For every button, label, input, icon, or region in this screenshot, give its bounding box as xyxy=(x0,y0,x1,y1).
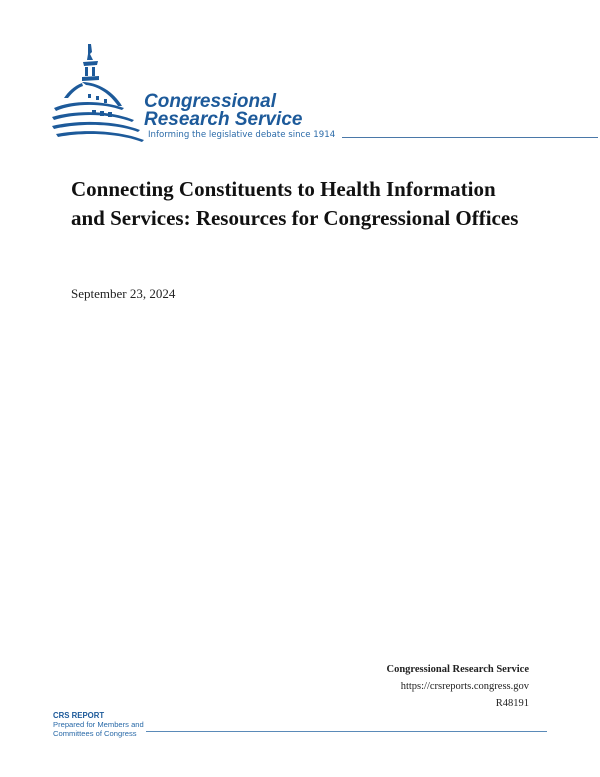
crs-logo xyxy=(52,40,552,150)
footer-line2: Committees of Congress xyxy=(53,729,137,738)
footer xyxy=(53,711,547,738)
report-number: R48191 xyxy=(495,698,529,709)
publisher-name: Congressional Research Service xyxy=(386,664,529,675)
header-divider xyxy=(342,137,598,138)
footer-label: CRS REPORT xyxy=(53,711,105,720)
logo-name-line1: Congressional xyxy=(144,91,276,112)
logo-name-line2: Research Service xyxy=(144,109,303,130)
footer-divider xyxy=(146,731,547,732)
document-title: Connecting Constituents to Health Information and Services: Resources for Congressional Offices xyxy=(71,177,519,230)
logo-name xyxy=(144,93,302,129)
document-date: September 23, 2024 xyxy=(71,286,176,301)
publisher-block xyxy=(386,661,529,712)
capitol-dome-icon xyxy=(52,40,147,145)
publisher-url[interactable]: https://crsreports.congress.gov xyxy=(400,681,529,692)
logo-tagline: Informing the legislative debate since 1914 xyxy=(148,130,336,140)
footer-line1: Prepared for Members and xyxy=(53,720,144,729)
